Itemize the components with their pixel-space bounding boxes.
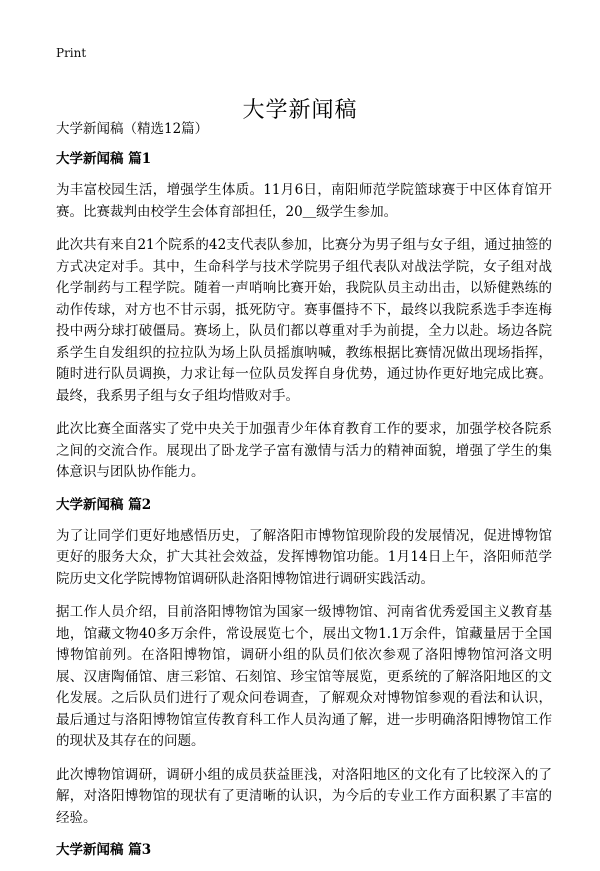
- paragraph: 为了让同学们更好地感悟历史，了解洛阳市博物馆现阶段的发展情况，促进博物馆更好的服务大众，扩大其社会效益，发挥博物馆功能。1月14日上午，洛阳师范学院历史文化学院博物馆调研队赴洛阳博物馆进行调研实践活动。: [56, 527, 552, 587]
- page-title: 大学新闻稿: [242, 97, 358, 123]
- section-heading: 大学新闻稿 篇3: [56, 842, 152, 858]
- paragraph: 此次博物馆调研，调研小组的成员获益匪浅，对洛阳地区的文化有了比较深入的了解，对洛阳博物馆的现状有了更清晰的认识，为今后的专业工作方面积累了丰富的经验。: [56, 766, 552, 826]
- paragraph: 此次比赛全面落实了党中央关于加强青少年体育教育工作的要求，加强学校各院系之间的交流合作。展现出了卧龙学子富有激情与活力的精神面貌，增强了学生的集体意识与团队协作能力。: [56, 421, 552, 480]
- article-body: [56, 120, 552, 871]
- document-subtitle: 大学新闻稿（精选12篇）: [56, 121, 209, 137]
- paragraph: 据工作人员介绍，目前洛阳博物馆为国家一级博物馆、河南省优秀爱国主义教育基地，馆藏文物40多万余件，常设展览七个，展出文物1.1万余件，馆藏量居于全国博物馆前列。在洛阳博物馆，调研小组的队员们依次参观了洛阳博物馆河洛文明展、汉唐陶俑馆、唐三彩馆、石刻馆、珍宝馆等展览，更系统的了解洛阳地区的文化发展。之后队员们进行了观众问卷调查，了解观众对博物馆参观的看法和认识，最后通过与洛阳博物馆宣传教育科工作人员沟通了解，进一步明确洛阳博物馆工作的现状及其存在的问题。: [56, 604, 552, 749]
- section-heading: 大学新闻稿 篇2: [56, 496, 152, 513]
- section-3: [56, 841, 552, 859]
- section-heading: 大学新闻稿 篇1: [56, 151, 152, 167]
- section-1: [56, 150, 552, 484]
- print-link[interactable]: Print: [56, 46, 87, 60]
- section-2: [56, 496, 552, 830]
- paragraph: 为丰富校园生活，增强学生体质。11月6日，南阳师范学院篮球赛于中区体育馆开赛。比赛裁判由校学生会体育部担任，20＿级学生参加。: [56, 182, 552, 220]
- paragraph: 此次共有来自21个院系的42支代表队参加，比赛分为男子组与女子组，通过抽签的方式决定对手。其中，生命科学与技术学院男子组代表队对战法学院，女子组对战化学制药与工程学院。随着一声哨响比赛开始，我院队员主动出击，以矫健熟练的动作传球，对方也不甘示弱，抵死防守。赛事僵持不下，最终以我院系选手李连梅投中两分球打破僵局。赛场上，队员们都以尊重对手为前提，全力以赴。场边各院系学生自发组织的拉拉队为场上队员摇旗呐喊，教练根据比赛情况做出现场指挥，随时进行队员调换，力求让每一位队员发挥自身优势，通过协作更好地完成比赛。最终，我系男子组与女子组均惜败对手。: [56, 237, 552, 404]
